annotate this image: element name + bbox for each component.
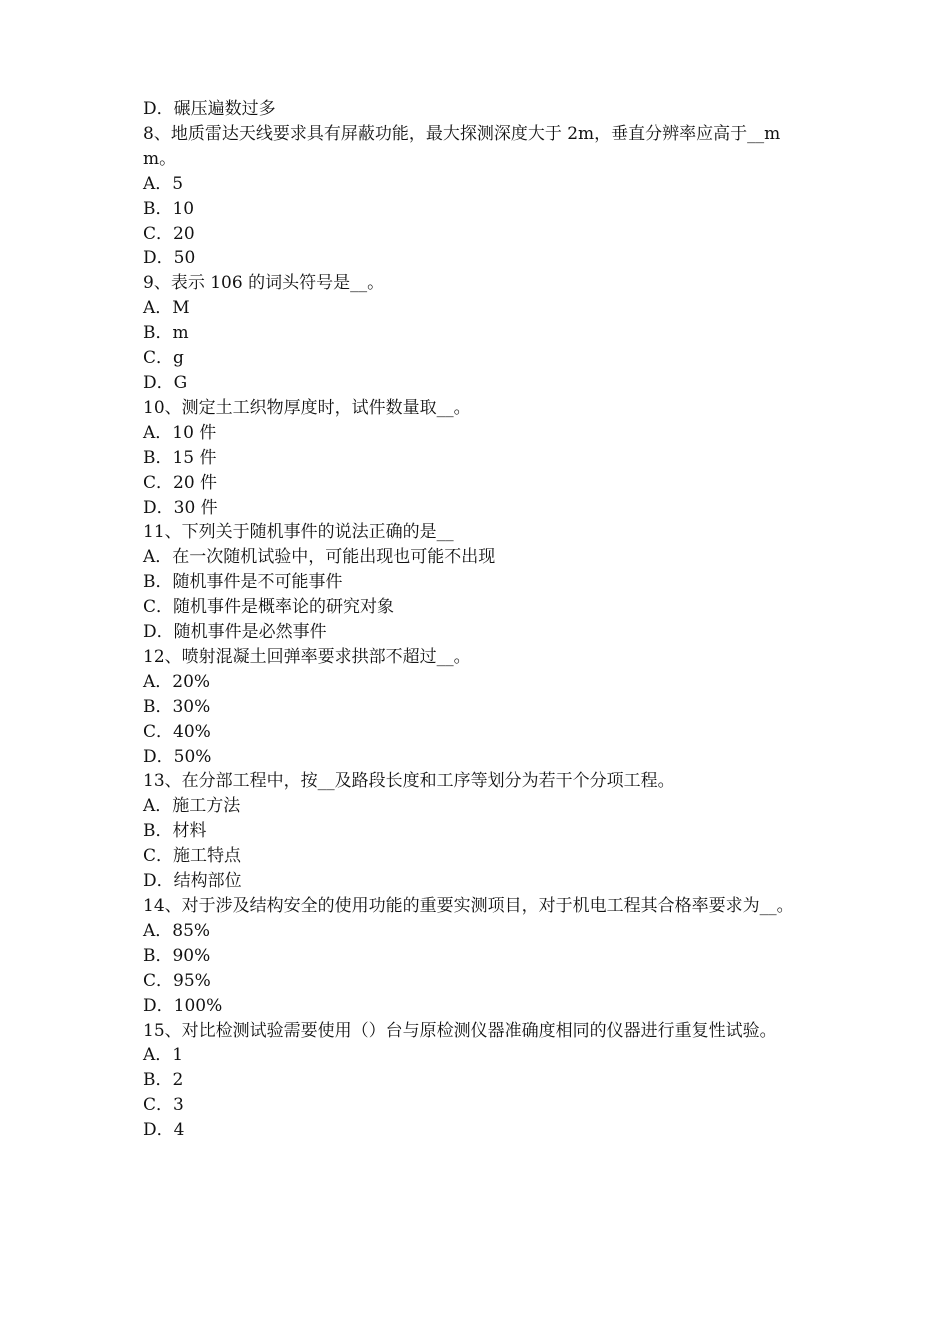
question-stem: 12、喷射混凝土回弹率要求拱部不超过__。 — [143, 646, 471, 667]
option-d: D．100% — [143, 995, 223, 1016]
option-c: C．20 — [143, 223, 195, 244]
option-a: A．10 件 — [143, 422, 217, 443]
option-a: A．20% — [143, 671, 211, 692]
option-c: C．g — [143, 348, 184, 369]
option-d: D．4 — [143, 1120, 185, 1141]
question-12 — [143, 645, 813, 770]
option-b: B．材料 — [143, 821, 207, 842]
option-d: D．结构部位 — [143, 871, 242, 892]
option-list — [143, 421, 813, 521]
question-stem: 11、下列关于随机事件的说法正确的是__ — [143, 522, 454, 543]
question-15 — [143, 1019, 813, 1144]
option-a: A．85% — [143, 920, 211, 941]
option-b: B．30% — [143, 696, 211, 717]
option-d: D．30 件 — [143, 497, 218, 518]
option-a: A．M — [143, 298, 190, 319]
option-a: A．5 — [143, 173, 184, 194]
option-list — [143, 670, 813, 770]
option-b: B．2 — [143, 1070, 184, 1091]
option-list — [143, 296, 813, 396]
question-13 — [143, 769, 813, 894]
option-list — [143, 1043, 813, 1143]
option-c: C．40% — [143, 721, 211, 742]
option-b: B．随机事件是不可能事件 — [143, 572, 343, 593]
option-d: D．50 — [143, 248, 196, 269]
option-c: C．3 — [143, 1095, 184, 1116]
option-list — [143, 172, 813, 272]
option-d: D．随机事件是必然事件 — [143, 622, 327, 643]
option-a: A．在一次随机试验中，可能出现也可能不出现 — [143, 547, 496, 568]
question-stem: 9、表示 106 的词头符号是__。 — [143, 273, 385, 294]
option-c: C．20 件 — [143, 472, 218, 493]
option-b: B．10 — [143, 198, 195, 219]
document-page — [143, 97, 813, 1143]
question-9 — [143, 271, 813, 396]
question-stem: 8、地质雷达天线要求具有屏蔽功能，最大探测深度大于 2m，垂直分辨率应高于__mm。 — [143, 123, 781, 169]
question-stem: 10、测定土工织物厚度时，试件数量取__。 — [143, 397, 471, 418]
option-a: A．1 — [143, 1045, 184, 1066]
option-b: B．m — [143, 323, 189, 344]
option-b: B．90% — [143, 945, 211, 966]
question-14 — [143, 894, 813, 1019]
question-11 — [143, 520, 813, 645]
option-c: C．随机事件是概率论的研究对象 — [143, 597, 395, 618]
option-list — [143, 545, 813, 645]
option-list — [143, 794, 813, 894]
question-stem: 15、对比检测试验需要使用（）台与原检测仪器准确度相同的仪器进行重复性试验。 — [143, 1020, 777, 1041]
option-d: D．50% — [143, 746, 212, 767]
question-10 — [143, 396, 813, 521]
question-8 — [143, 122, 813, 271]
question-stem: 14、对于涉及结构安全的使用功能的重要实测项目，对于机电工程其合格率要求为__。 — [143, 896, 794, 916]
option-a: A．施工方法 — [143, 796, 241, 817]
option-list — [143, 919, 813, 1019]
option-d: D．G — [143, 372, 188, 393]
leading-option: D．碾压遍数过多 — [143, 99, 276, 119]
option-c: C．施工特点 — [143, 846, 242, 867]
option-b: B．15 件 — [143, 447, 217, 468]
question-stem: 13、在分部工程中，按__及路段长度和工序等划分为若干个分项工程。 — [143, 771, 675, 792]
option-c: C．95% — [143, 970, 211, 991]
